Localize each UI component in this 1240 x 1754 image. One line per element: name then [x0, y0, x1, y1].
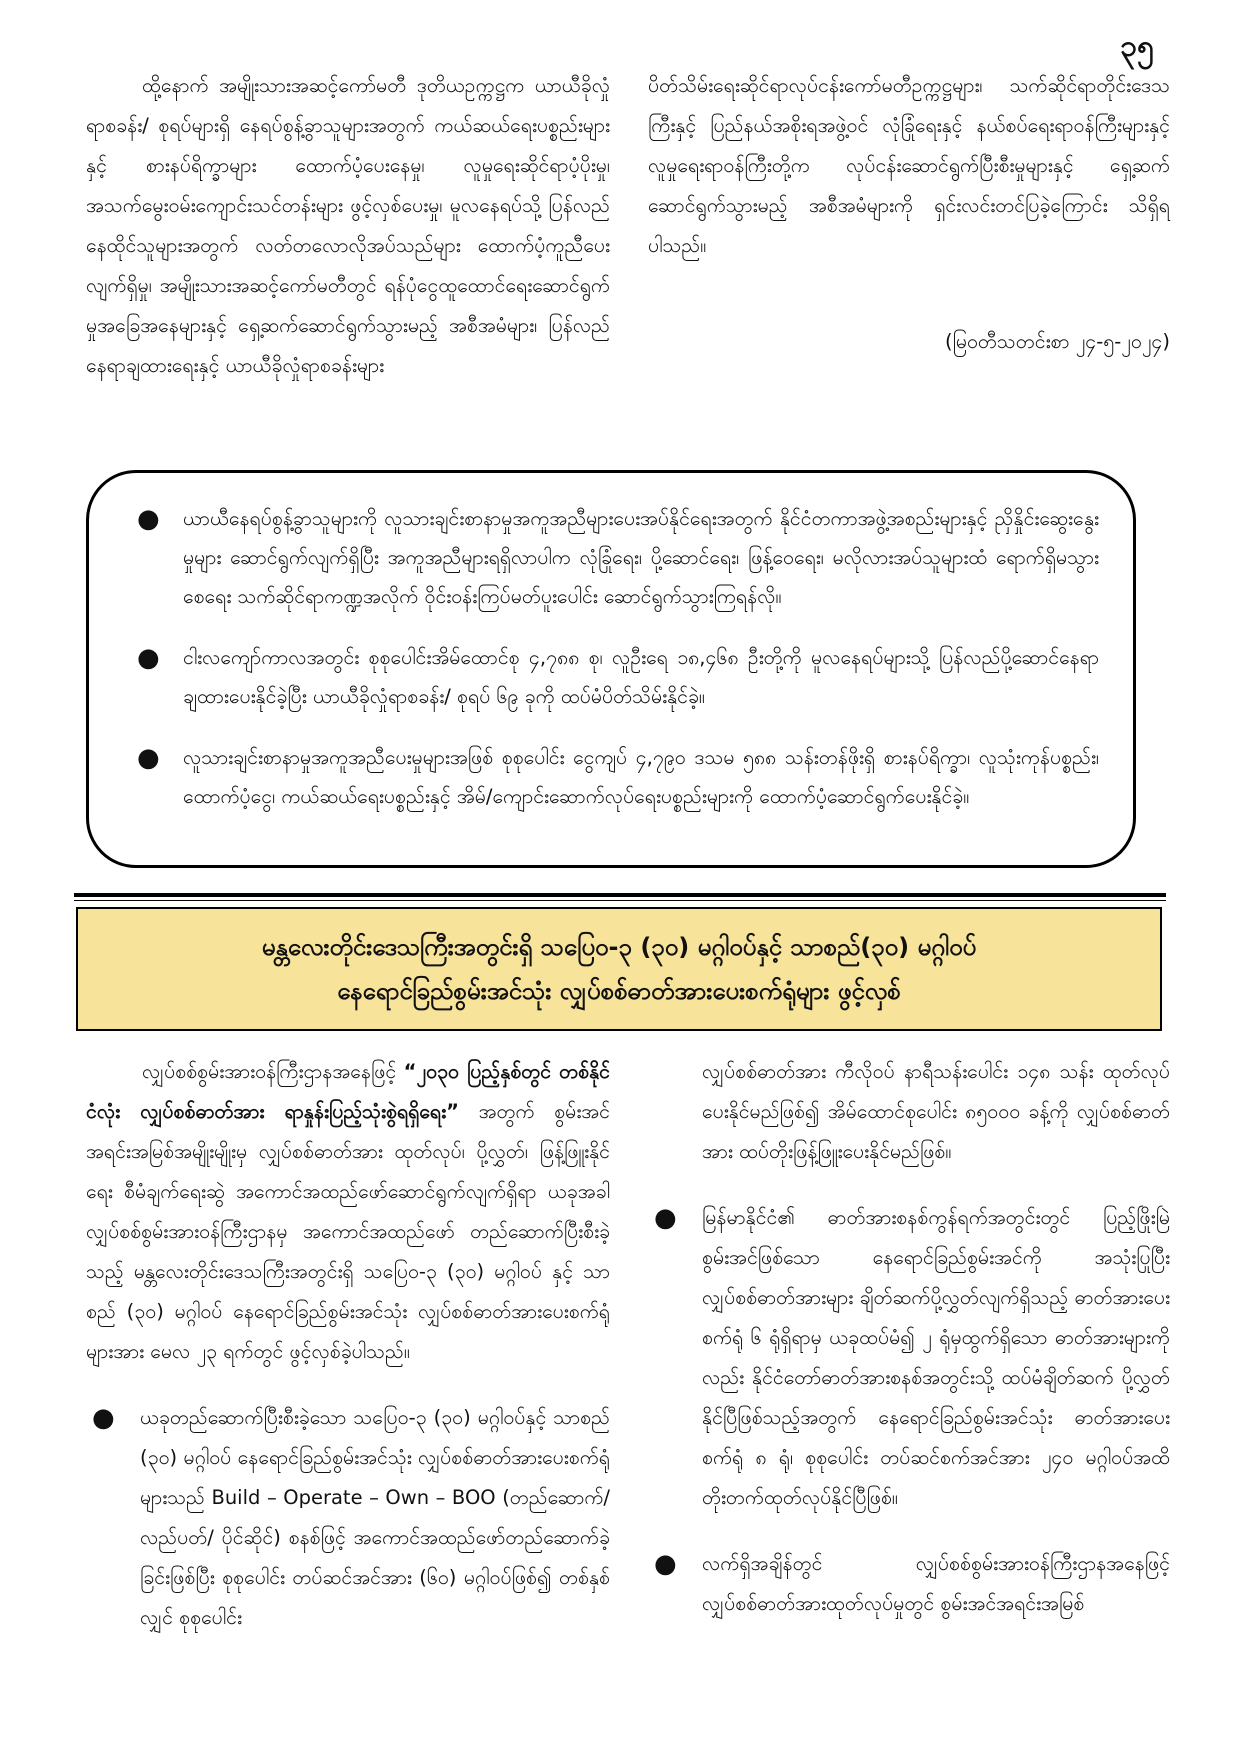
article-headline: [76, 907, 1162, 1031]
bullet-icon: ●: [654, 1549, 677, 1579]
article-bullet-item: [86, 1398, 610, 1638]
bullet-icon: ●: [137, 643, 160, 673]
intro-bold-quote: “၂၀၃၀ ပြည့်နှစ်တွင် တစ်နိုင်ငံလုံး လျှပ်စစ်ဓာတ်အား ရာနှုန်းပြည့်သုံးစွဲရရှိရေး”: [86, 1060, 610, 1123]
top-right-paragraph: ပိတ်သိမ်းရေးဆိုင်ရာလုပ်ငန်းကော်မတီဥက္ကဋ္ဌများ၊ သက်ဆိုင်ရာတိုင်းဒေသကြီးနှင့် ပြည်နယ်အစိုးရအဖွဲ့ဝင် လုံခြုံရေးနှင့် နယ်စပ်ရေးရာဝန်ကြီးများနှင့် လူမှုရေးရာဝန်ကြီးတို့က လုပ်ငန်းဆောင်ရွက်ပြီးစီးမှုများနှင့် ရှေ့ဆက်ဆောင်ရွက်သွားမည့် အစီအမံများကို ရှင်းလင်းတင်ပြခဲ့ကြောင်း သိရှိရပါသည်။: [648, 74, 1170, 257]
highlight-item: [125, 638, 1099, 716]
bullet-icon: ●: [654, 1203, 677, 1233]
source-date-line: (မြဝတီသတင်းစာ ၂၄-၅-၂၀၂၄): [944, 330, 1170, 353]
highlight-text: လူသားချင်းစာနာမှုအကူအညီပေးမှုများအဖြစ် စုစုပေါင်း ငွေကျပ် ၄,၇၉၀ ဒသမ ၅၈၈ သန်းတန်ဖိုးရှိ စားနပ်ရိက္ခာ၊ လူသုံးကုန်ပစ္စည်း၊ ထောက်ပံ့ငွေ၊ ကယ်ဆယ်ရေးပစ္စည်းနှင့် အိမ်/ကျောင်းဆောက်လုပ်ရေးပစ္စည်းများကို ထောက်ပံ့ဆောင်ရွက်ပေးနိုင်ခဲ့။: [183, 746, 1099, 808]
section-divider-thin: [74, 900, 1166, 901]
intro-start: လျှပ်စစ်စွမ်းအားဝန်ကြီးဌာနအနေဖြင့်: [142, 1060, 404, 1083]
section-divider: [74, 893, 1166, 897]
highlight-text: ယာယီနေရပ်စွန့်ခွာသူများကို လူသားချင်းစာနာမှုအကူအညီများပေးအပ်နိုင်ရေးအတွက် နိုင်ငံတကာအဖွဲ့အစည်းများနှင့် ညှိနှိုင်းဆွေးနွေးမှုများ ဆောင်ရွက်လျက်ရှိပြီး အကူအညီများရရှိလာပါက လုံခြုံရေး၊ ပို့ဆောင်ရေး၊ ဖြန့်ဝေရေး၊ မလိုလားအပ်သူများထံ ရောက်ရှိမသွားစေရေး သက်ဆိုင်ရာကဏ္ဍအလိုက် ဝိုင်းဝန်းကြပ်မတ်ပူးပေါင်း ဆောင်ရွက်သွားကြရန်လို။: [183, 507, 1099, 608]
article-bullet-text: ယခုတည်ဆောက်ပြီးစီးခဲ့သော သပြေဝ-၃ (၃၀) မဂ္ဂါဝပ်နှင့် သာစည် (၃၀) မဂ္ဂါဝပ် နေရောင်ခြည်စွမ်းအင်သုံး လျှပ်စစ်ဓာတ်အားပေးစက်ရုံများသည် Build – Operate – Own – BOO (တည်ဆောက်/ လည်ပတ်/ ပိုင်ဆိုင်) စနစ်ဖြင့် အကောင်အထည်ဖော်တည်ဆောက်ခဲ့ခြင်းဖြစ်ပြီး စုစုပေါင်း တပ်ဆင်အင်အား (၆၀) မဂ္ဂါဝပ်ဖြစ်၍ တစ်နှစ်လျှင် စုစုပေါင်း: [140, 1406, 610, 1629]
highlight-text: ငါးလကျော်ကာလအတွင်း စုစုပေါင်းအိမ်ထောင်စု ၄,၇၈၈ စု၊ လူဦးရေ ၁၈,၄၆၈ ဦးတို့ကို မူလနေရပ်များသို့ ပြန်လည်ပို့ဆောင်နေရာချထားပေးနိုင်ခဲ့ပြီး ယာယီခိုလှုံရာစခန်း/ စုရပ် ၆၉ ခုကို ထပ်မံပိတ်သိမ်းနိုင်ခဲ့။: [183, 646, 1099, 708]
bullet-icon: ●: [92, 1403, 115, 1433]
top-left-paragraph: ထို့နောက် အမျိုးသားအဆင့်ကော်မတီ ဒုတိယဥက္ကဋ္ဌက ယာယီခိုလှုံရာစခန်း/ စုရပ်များရှိ နေရပ်စွန့်ခွာသူများအတွက် ကယ်ဆယ်ရေးပစ္စည်းများနှင့် စားနပ်ရိက္ခာများ ထောက်ပံ့ပေးနေမှု၊ လူမှုရေးဆိုင်ရာပံ့ပိုးမှု၊ အသက်မွေးဝမ်းကျောင်းသင်တန်းများ ဖွင့်လှစ်ပေးမှု၊ မူလနေရပ်သို့ ပြန်လည်နေထိုင်သူများအတွက် လတ်တလောလိုအပ်သည်များ ထောက်ပံ့ကူညီပေးလျက်ရှိမှု၊ အမျိုးသားအဆင့်ကော်မတီတွင် ရန်ပုံငွေထူထောင်ရေးဆောင်ရွက်မှုအခြေအနေများနှင့် ရှေ့ဆက်ဆောင်ရွက်သွားမည့် အစီအမံများ၊ ပြန်လည်နေရာချထားရေးနှင့် ယာယီခိုလှုံရာစခန်းများ: [86, 74, 610, 377]
bullet-icon: ●: [137, 743, 160, 773]
highlight-item: [125, 499, 1099, 616]
continuation-paragraph: လျှပ်စစ်ဓာတ်အား ကီလိုဝပ် နာရီသန်းပေါင်း ၁၄၈ သန်း ထုတ်လုပ်ပေးနိုင်မည်ဖြစ်၍ အိမ်ထောင်စုပေါင်း ၈၅၀၀၀ ခန့်ကို လျှပ်စစ်ဓာတ်အား ထပ်တိုးဖြန့်ဖြူးပေးနိုင်မည်ဖြစ်။: [702, 1060, 1170, 1163]
bottom-right-column: [648, 1052, 1170, 1650]
article-intro-paragraph: [86, 1052, 610, 1372]
headline-line-2: နေရောင်ခြည်စွမ်းအင်သုံး လျှပ်စစ်ဓာတ်အားပေးစက်ရုံများ ဖွင့်လှစ်: [337, 977, 901, 1005]
article-bullet-item: [648, 1198, 1170, 1518]
page-number: ၃၅: [1120, 29, 1154, 64]
top-right-column: [648, 66, 1170, 266]
highlight-item: [125, 738, 1099, 816]
intro-rest: အတွက် စွမ်းအင်အရင်းအမြစ်အမျိုးမျိုးမှ လျှပ်စစ်ဓာတ်အား ထုတ်လုပ်၊ ပို့လွှတ်၊ ဖြန့်ဖြူးနိုင်ရေး စီမံချက်ရေးဆွဲ အကောင်အထည်ဖော်ဆောင်ရွက်လျက်ရှိရာ ယခုအခါ လျှပ်စစ်စွမ်းအားဝန်ကြီးဌာနမှ အကောင်အထည်ဖော် တည်ဆောက်ပြီးစီးခဲ့သည့် မန္တလေးတိုင်းဒေသကြီးအတွင်းရှိ သပြေဝ-၃ (၃၀) မဂ္ဂါဝပ် နှင့် သာစည် (၃၀) မဂ္ဂါဝပ် နေရောင်ခြည်စွမ်းအင်သုံး လျှပ်စစ်ဓာတ်အားပေးစက်ရုံများအား မေလ ၂၃ ရက်တွင် ဖွင့်လှစ်ခဲ့ပါသည်။: [86, 1100, 610, 1363]
top-left-column: [86, 66, 610, 386]
article-bullet-item: [648, 1544, 1170, 1624]
highlights-box: [86, 470, 1136, 868]
bullet-icon: ●: [137, 504, 160, 534]
headline-line-1: မန္တလေးတိုင်းဒေသကြီးအတွင်းရှိ သပြေဝ-၃ (၃၀) မဂ္ဂါဝပ်နှင့် သာစည်(၃၀) မဂ္ဂါဝပ်: [261, 933, 977, 961]
article-bullet-text: လက်ရှိအချိန်တွင် လျှပ်စစ်စွမ်းအားဝန်ကြီးဌာနအနေဖြင့် လျှပ်စစ်ဓာတ်အားထုတ်လုပ်မှုတွင် စွမ်းအင်အရင်းအမြစ်: [702, 1552, 1170, 1615]
bottom-left-column: [86, 1052, 610, 1664]
article-bullet-text: မြန်မာနိုင်ငံ၏ ဓာတ်အားစနစ်ကွန်ရက်အတွင်းတွင် ပြည့်ဖြိုးမြဲစွမ်းအင်ဖြစ်သော နေရောင်ခြည်စွမ်းအင်ကို အသုံးပြုပြီး လျှပ်စစ်ဓာတ်အားများ ချိတ်ဆက်ပို့လွှတ်လျက်ရှိသည့် ဓာတ်အားပေးစက်ရုံ ၆ ရုံရှိရာမှ ယခုထပ်မံ၍ ၂ ရုံမှထွက်ရှိသော ဓာတ်အားများကိုလည်း နိုင်ငံတော်ဓာတ်အားစနစ်အတွင်းသို့ ထပ်မံချိတ်ဆက် ပို့လွှတ်နိုင်ပြီဖြစ်သည့်အတွက် နေရောင်ခြည်စွမ်းအင်သုံး ဓာတ်အားပေးစက်ရုံ ၈ ရုံ၊ စုစုပေါင်း တပ်ဆင်စက်အင်အား ၂၄၀ မဂ္ဂါဝပ်အထိ တိုးတက်ထုတ်လုပ်နိုင်ပြီဖြစ်။: [702, 1206, 1170, 1509]
